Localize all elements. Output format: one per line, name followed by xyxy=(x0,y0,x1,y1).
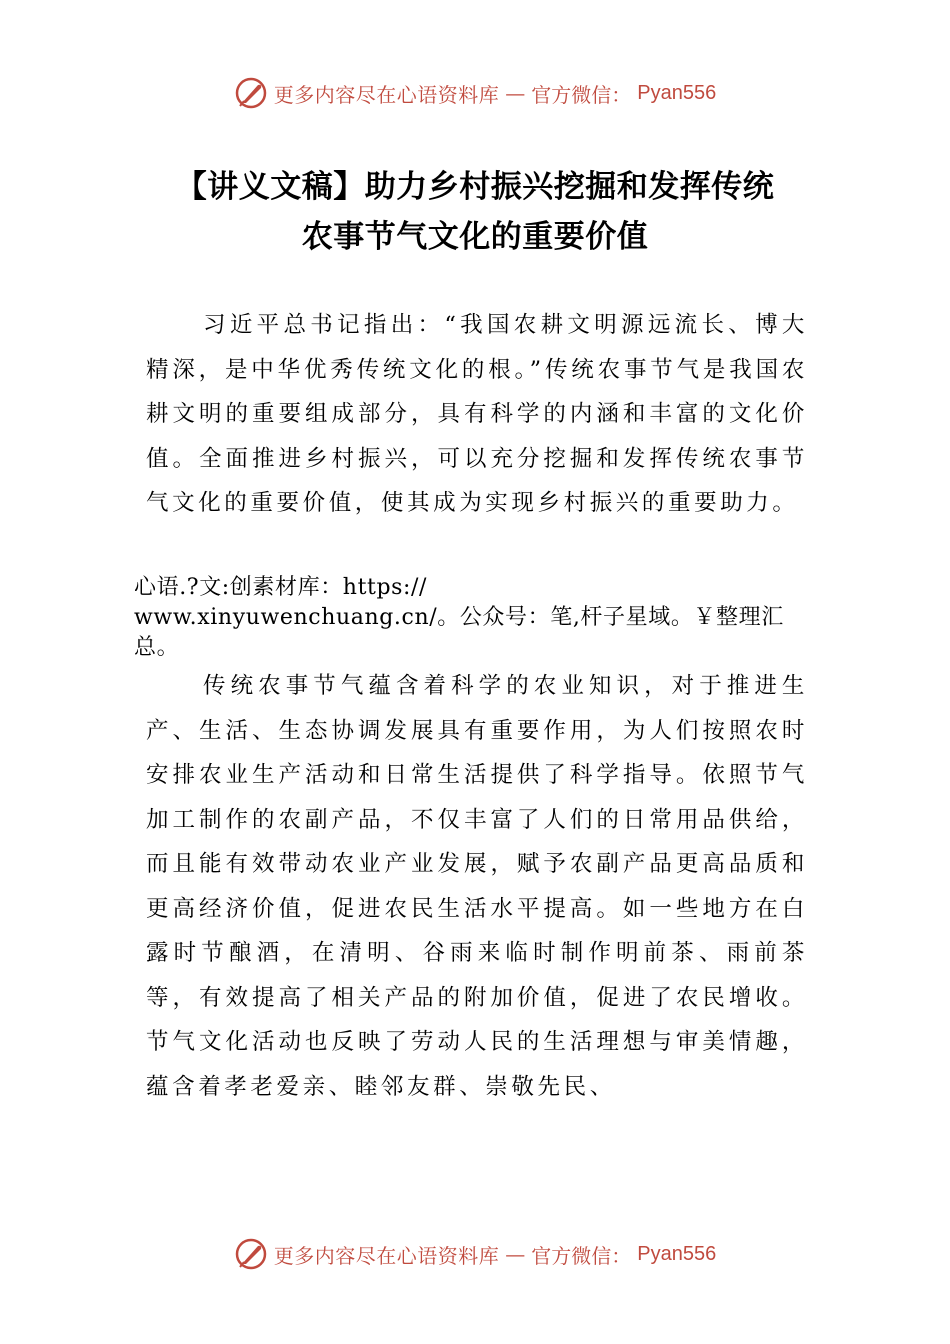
body-paragraph-2: 传统农事节气蕴含着科学的农业知识，对于推进生产、生活、生态协调发展具有重要作用，为人们按照农时安排农业生产活动和日常生活提供了科学指导。依照节气加工制作的农副产品，不仅丰富了人们的日常用品供给，而且能有效带动农业产业发展，赋予农副产品更高品质和更高经济价值，促进农民生活水平提高。如一些地方在白露时节酿酒，在清明、谷雨来临时制作明前茶、雨前茶等，有效提高了相关产品的附加价值，促进了农民增收。节气文化活动也反映了劳动人民的生活理想与审美情趣，蕴含着孝老爱亲、睦邻友群、崇敬先民、 xyxy=(146,673,808,1100)
footer-banner-text: 更多内容尽在心语资料库 xyxy=(273,1243,500,1268)
footer-wechat-label: 官方微信： xyxy=(531,1243,632,1268)
header-separator: — xyxy=(505,81,526,105)
footer-separator: — xyxy=(505,1242,526,1266)
quill-logo-icon xyxy=(234,76,268,110)
header-wechat-id: Pyan556 xyxy=(637,81,717,104)
quill-logo-icon xyxy=(234,1237,268,1271)
source-line-1: 心语.?文:创素材库：https:// xyxy=(134,575,428,600)
body-paragraph-1: 习近平总书记指出：“我国农耕文明源远流长、博大精深，是中华优秀传统文化的根。”传统农事节气是我国农耕文明的重要组成部分，具有科学的内涵和丰富的文化价值。全面推进乡村振兴，可以充分挖掘和发挥传统农事节气文化的重要价值，使其成为实现乡村振兴的重要助力。 xyxy=(146,312,808,516)
header-wechat-label: 官方微信： xyxy=(531,82,632,107)
page-header-banner xyxy=(0,73,950,113)
title-line-2: 农事节气文化的重要价值 xyxy=(301,219,649,255)
source-note xyxy=(134,573,814,663)
source-line-2: www.xinyuwenchuang.cn/。公众号：笔,杆子星域。￥整理汇总。 xyxy=(134,605,784,660)
page-footer-banner xyxy=(0,1234,950,1274)
title-line-1: 【讲义文稿】助力乡村振兴挖掘和发挥传统 xyxy=(175,169,775,205)
header-banner-text: 更多内容尽在心语资料库 xyxy=(273,82,500,107)
document-title xyxy=(100,162,850,262)
footer-wechat-id: Pyan556 xyxy=(637,1242,717,1265)
